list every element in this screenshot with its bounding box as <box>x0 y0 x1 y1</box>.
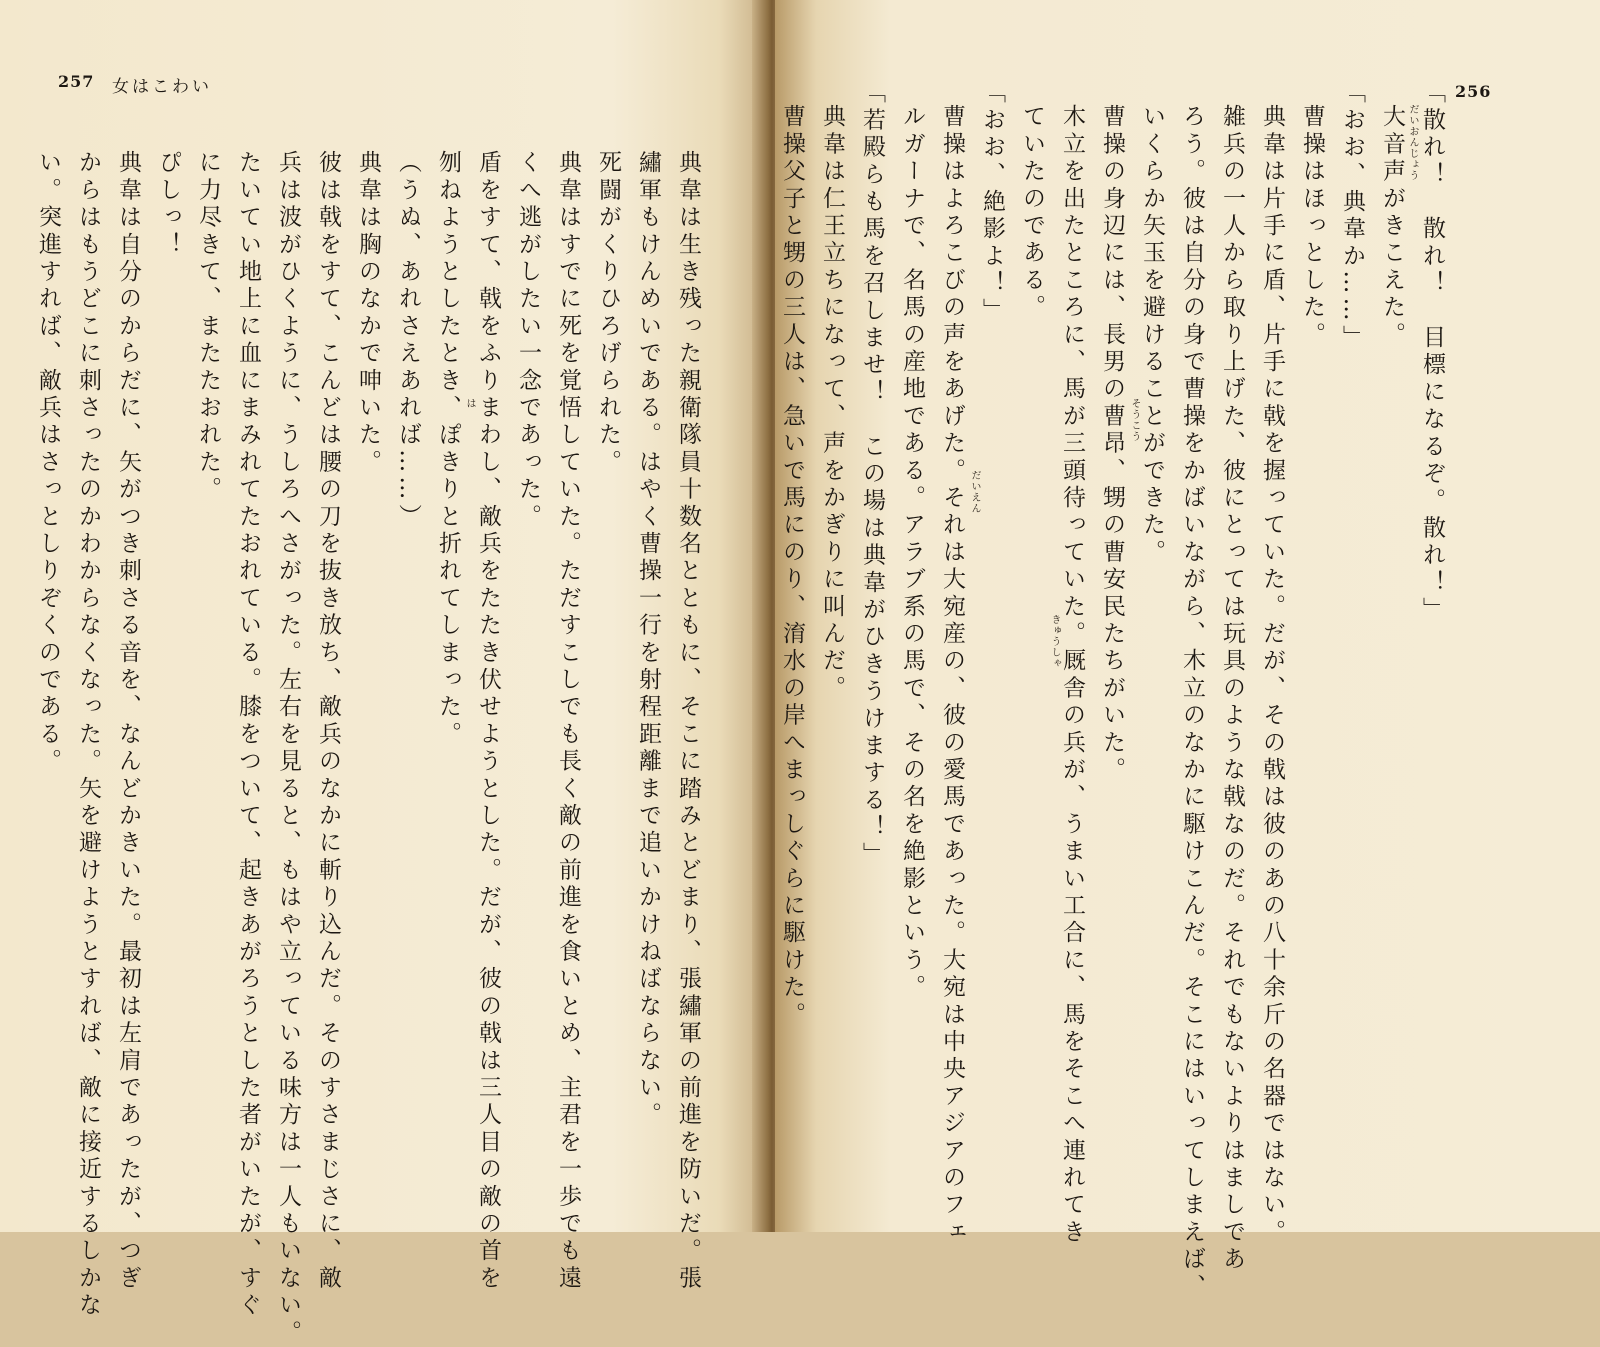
text-column: 「おお、絶影よ！」 <box>979 80 1005 325</box>
text-column: 典韋は仁王立ちになって、声をかぎりに叫んだ。 <box>819 104 845 703</box>
left-page <box>0 0 765 1347</box>
text-column: い。突進すれば、敵兵はさっとしりぞくのである。 <box>35 150 61 776</box>
text-column: （うぬ、あれさえあれば……） <box>395 150 421 531</box>
page-number-right: 256 <box>1455 82 1492 101</box>
text-column: 曹操はよろこびの声をあげた。それは大宛産の、彼の愛馬であった。大宛は中央アジアのフェ <box>939 104 965 1247</box>
text-column: 刎ねようとしたとき、ぽきりと折れてしまった。 <box>435 150 461 749</box>
text-column: 兵は波がひくように、うしろへさがった。左右を見ると、もはや立っている味方は一人もいない。 <box>275 150 301 1347</box>
text-column: 「若殿らも馬を召しませ！ この場は典韋がひきうけまする！」 <box>859 80 885 869</box>
text-column: 曹操はほっとした。 <box>1299 104 1325 349</box>
text-column: 繡軍もけんめいである。はやく曹操一行を射程距離まで追いかけねばならない。 <box>635 150 661 1130</box>
text-column: 典韋はすでに死を覚悟していた。ただすこしでも長く敵の前進を食いとめ、主君を一歩でも遠 <box>555 150 581 1293</box>
text-column: 曹操の身辺には、長男の曹昂、甥の曹安民たちがいた。 <box>1099 104 1125 784</box>
ruby-annotation: だいえん <box>969 470 980 514</box>
text-column: 雑兵の一人から取り上げた、彼にとっては玩具のような戟なのだ。それでもないよりはましであ <box>1219 104 1245 1274</box>
text-column: ろう。彼は自分の身で曹操をかばいながら、木立のなかに駆けこんだ。そこにはいってしまえば、 <box>1179 104 1205 1301</box>
text-column: に力尽きて、またたおれた。 <box>195 150 221 504</box>
text-column: 典韋は胸のなかで呻いた。 <box>355 150 381 477</box>
ruby-annotation: そうこう <box>1129 398 1140 442</box>
text-column: からはもうどこに刺さったのかわからなくなった。矢を避けようとすれば、敵に接近するしかな <box>75 150 101 1320</box>
text-column: ぴしっ！ <box>155 150 181 259</box>
ruby-annotation: は <box>464 398 475 409</box>
text-column: 木立を出たところに、馬が三頭待っていた。厩舎の兵が、うまい工合に、馬をそこへ連れてき <box>1059 104 1085 1247</box>
text-column: 盾をすて、戟をふりまわし、敵兵をたたき伏せようとした。だが、彼の戟は三人目の敵の首を <box>475 150 501 1293</box>
text-column: たいてい地上に血にまみれてたおれている。膝をついて、起きあがろうとした者がいたが、すぐ <box>235 150 261 1320</box>
running-head: 女はこわい <box>112 77 212 97</box>
text-column: 「散れ！ 散れ！ 目標になるぞ。散れ！」 <box>1419 80 1445 624</box>
text-column: 典韋は片手に盾、片手に戟を握っていた。だが、その戟は彼のあの八十余斤の名器ではない。 <box>1259 104 1285 1247</box>
text-column: 死闘がくりひろげられた。 <box>595 150 621 477</box>
ruby-annotation: だいおんじょう <box>1407 104 1418 181</box>
right-page <box>775 0 1600 1301</box>
text-column: 典韋は生き残った親衛隊員十数名とともに、そこに踏みとどまり、張繡軍の前進を防いだ。張 <box>675 150 701 1293</box>
text-column: 典韋は自分のからだに、矢がつき刺さる音を、なんどかきいた。最初は左肩であったが、つぎ <box>115 150 141 1293</box>
text-column: くへ逃がしたい一念であった。 <box>515 150 541 531</box>
text-column: いくらか矢玉を避けることができた。 <box>1139 104 1165 567</box>
text-column: 曹操父子と甥の三人は、急いで馬にのり、淯水の岸へまっしぐらに駆けた。 <box>779 104 805 1029</box>
ruby-annotation: きゅうしゃ <box>1049 614 1060 669</box>
page-number-left: 257 <box>58 72 95 91</box>
text-column: 彼は戟をすて、こんどは腰の刀を抜き放ち、敵兵のなかに斬り込んだ。そのすさまじさに、敵 <box>315 150 341 1293</box>
text-column: 「おお、典韋か……」 <box>1339 80 1365 352</box>
text-column: ていたのである。 <box>1019 104 1045 322</box>
text-column: 大音声がきこえた。 <box>1379 104 1405 349</box>
text-column: ルガーナで、名馬の産地である。アラブ系の馬で、その名を絶影という。 <box>899 104 925 1002</box>
